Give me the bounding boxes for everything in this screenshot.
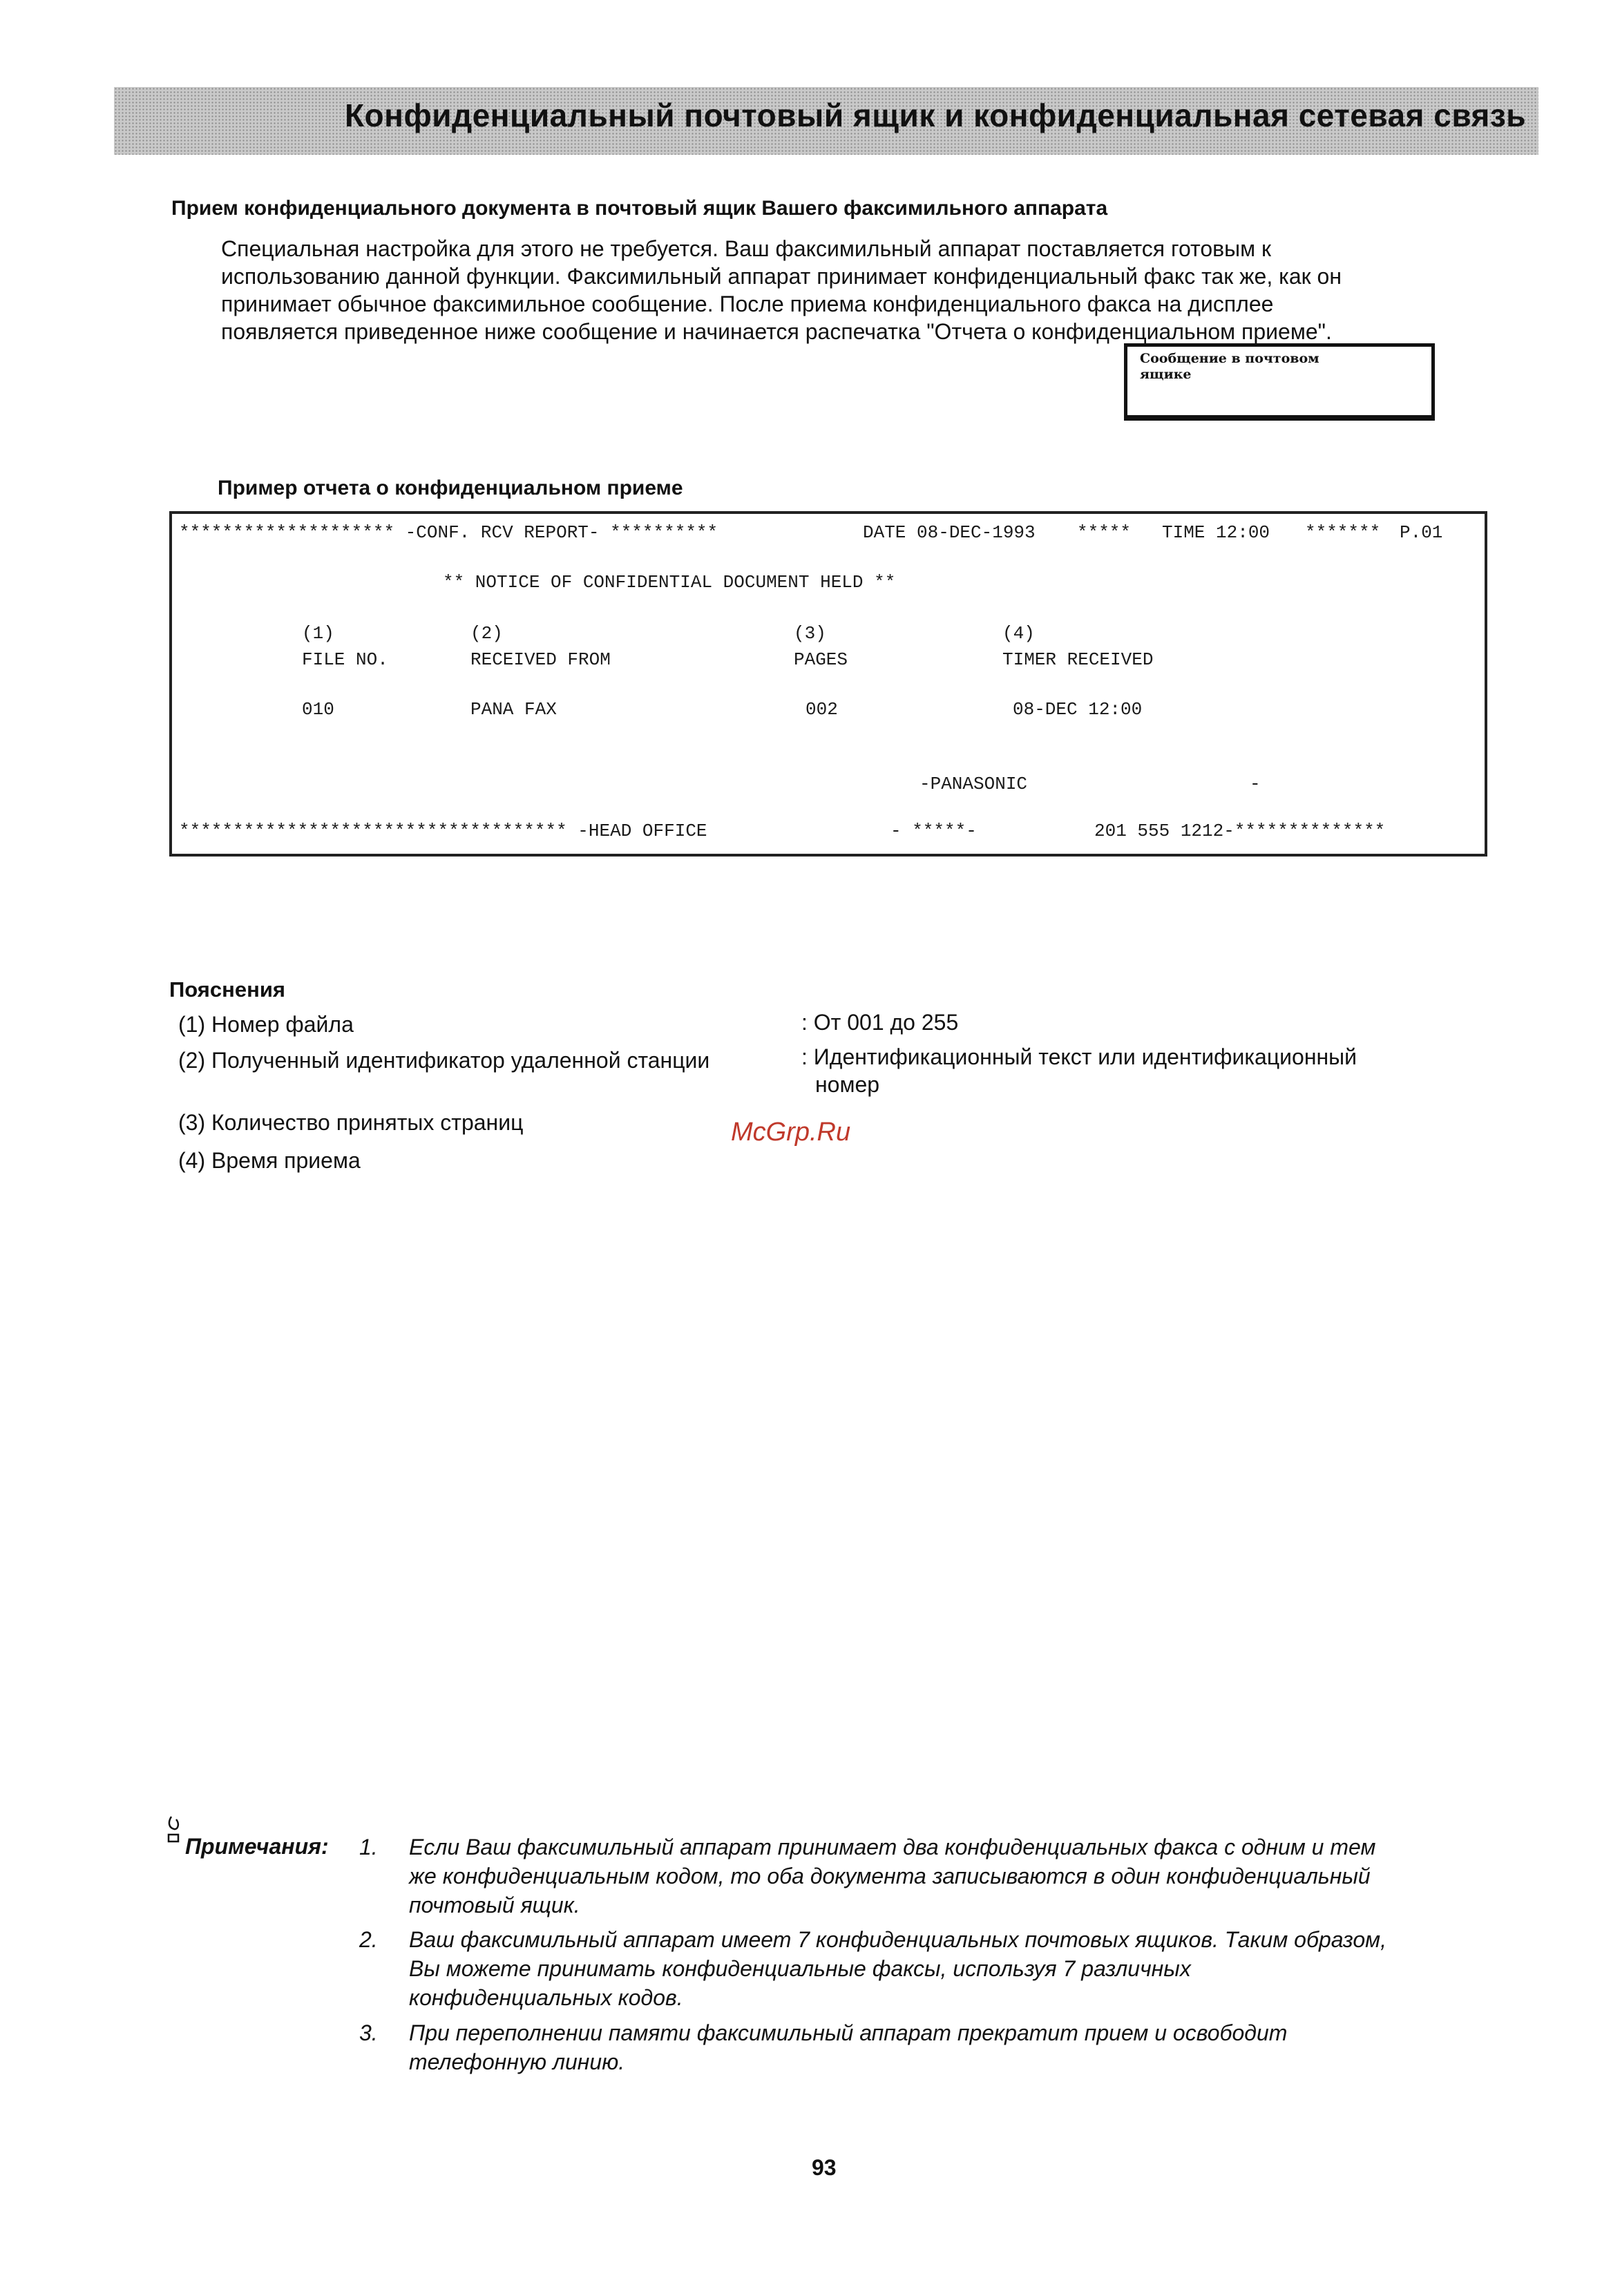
- report-header-time: TIME 12:00: [1162, 522, 1270, 543]
- paragraph-line: Специальная настройка для этого не требуется. Ваш факсимильный аппарат поставляется готовым к: [221, 236, 1272, 261]
- page-number: 93: [812, 2155, 837, 2180]
- note-line: телефонную линию.: [409, 2049, 625, 2074]
- note-text: [409, 1925, 1386, 2012]
- note-pencil-icon: [166, 1815, 184, 1847]
- display-message-box: [1124, 343, 1435, 421]
- note-line: Ваш факсимильный аппарат имеет 7 конфиденциальных почтовых ящиков. Таким образом,: [409, 1927, 1386, 1952]
- explanation-term: (4) Время приема: [178, 1148, 361, 1173]
- report-footer-mid: - *****-: [890, 821, 977, 841]
- report-col-num: (2): [470, 623, 503, 644]
- note-line: Вы можете принимать конфиденциальные факсы, используя 7 различных: [409, 1956, 1191, 1981]
- explanation-term: (2) Полученный идентификатор удаленной станции: [178, 1048, 710, 1073]
- title-banner: [114, 87, 1538, 155]
- note-line: почтовый ящик.: [409, 1893, 580, 1917]
- note-number: 3.: [359, 2020, 378, 2045]
- report-col-value: 010: [302, 699, 334, 720]
- report-notice: ** NOTICE OF CONFIDENTIAL DOCUMENT HELD **: [443, 572, 896, 593]
- note-line: конфиденциальных кодов.: [409, 1985, 683, 2010]
- report-header-stars-left: ******************** -CONF. RCV REPORT- **********: [179, 522, 718, 543]
- explanation-term: (1) Номер файла: [178, 1012, 354, 1037]
- report-col-label: PAGES: [794, 649, 848, 670]
- note-text: [409, 2018, 1287, 2076]
- report-col-value: 002: [806, 699, 838, 720]
- watermark-text: McGrp.Ru: [731, 1118, 851, 1147]
- display-line-2: ящике: [1140, 367, 1192, 382]
- section-paragraph: [221, 235, 1520, 345]
- section-heading-report-example: Пример отчета о конфиденциальном приеме: [218, 477, 683, 499]
- report-col-num: (4): [1002, 623, 1035, 644]
- section-heading-receive: Прием конфиденциального документа в почтовый ящик Вашего факсимильного аппарата: [171, 197, 1108, 220]
- report-col-label: RECEIVED FROM: [470, 649, 611, 670]
- note-line: же конфиденциальным кодом, то оба документа записываются в один конфиденциальный: [409, 1864, 1371, 1888]
- report-col-label: TIMER RECEIVED: [1002, 649, 1154, 670]
- paragraph-line: появляется приведенное ниже сообщение и начинается распечатка "Отчета о конфиденциальном приеме".: [221, 319, 1332, 344]
- report-station-name: -PANASONIC: [919, 774, 1028, 794]
- note-line: При переполнении памяти факсимильный аппарат прекратит прием и освободит: [409, 2020, 1288, 2045]
- report-header-date: DATE 08-DEC-1993: [863, 522, 1036, 543]
- note-line: Если Ваш факсимильный аппарат принимает два конфиденциальных факса с одним и тем: [409, 1835, 1376, 1859]
- report-station-dash: -: [1250, 774, 1261, 794]
- note-text: [409, 1833, 1375, 1920]
- report-col-value: PANA FAX: [470, 699, 557, 720]
- display-line-1: Сообщение в почтовом: [1140, 351, 1319, 366]
- explanation-desc-cont: номер: [815, 1072, 880, 1097]
- report-footer-left: ************************************ -HEAD OFFICE: [179, 821, 707, 841]
- notes-label: Примечания:: [185, 1834, 329, 1859]
- note-number: 2.: [359, 1927, 378, 1952]
- explanation-desc: : Идентификационный текст или идентификационный: [801, 1044, 1357, 1069]
- note-number: 1.: [359, 1835, 378, 1859]
- paragraph-line: принимает обычное факсимильное сообщение. После приема конфиденциального факса на дисплее: [221, 291, 1274, 316]
- report-col-value: 08-DEC 12:00: [1013, 699, 1143, 720]
- report-footer-right: 201 555 1212-**************: [1094, 821, 1386, 841]
- report-header-page: P.01: [1400, 522, 1443, 543]
- paragraph-line: использованию данной функции. Факсимильный аппарат принимает конфиденциальный факс так же, как он: [221, 264, 1342, 289]
- display-message: [1140, 351, 1430, 383]
- report-col-num: (3): [794, 623, 826, 644]
- explanations-heading: Пояснения: [169, 977, 285, 1002]
- page-title: Конфиденциальный почтовый ящик и конфиденциальная сетевая связь: [344, 97, 1526, 133]
- report-header-stars-right: *******: [1305, 522, 1381, 543]
- explanation-desc: : От 001 до 255: [801, 1010, 959, 1035]
- explanation-term: (3) Количество принятых страниц: [178, 1110, 524, 1135]
- conf-rcv-report: [169, 511, 1487, 857]
- report-header-stars-mid: *****: [1077, 522, 1132, 543]
- report-col-label: FILE NO.: [302, 649, 388, 670]
- report-col-num: (1): [302, 623, 334, 644]
